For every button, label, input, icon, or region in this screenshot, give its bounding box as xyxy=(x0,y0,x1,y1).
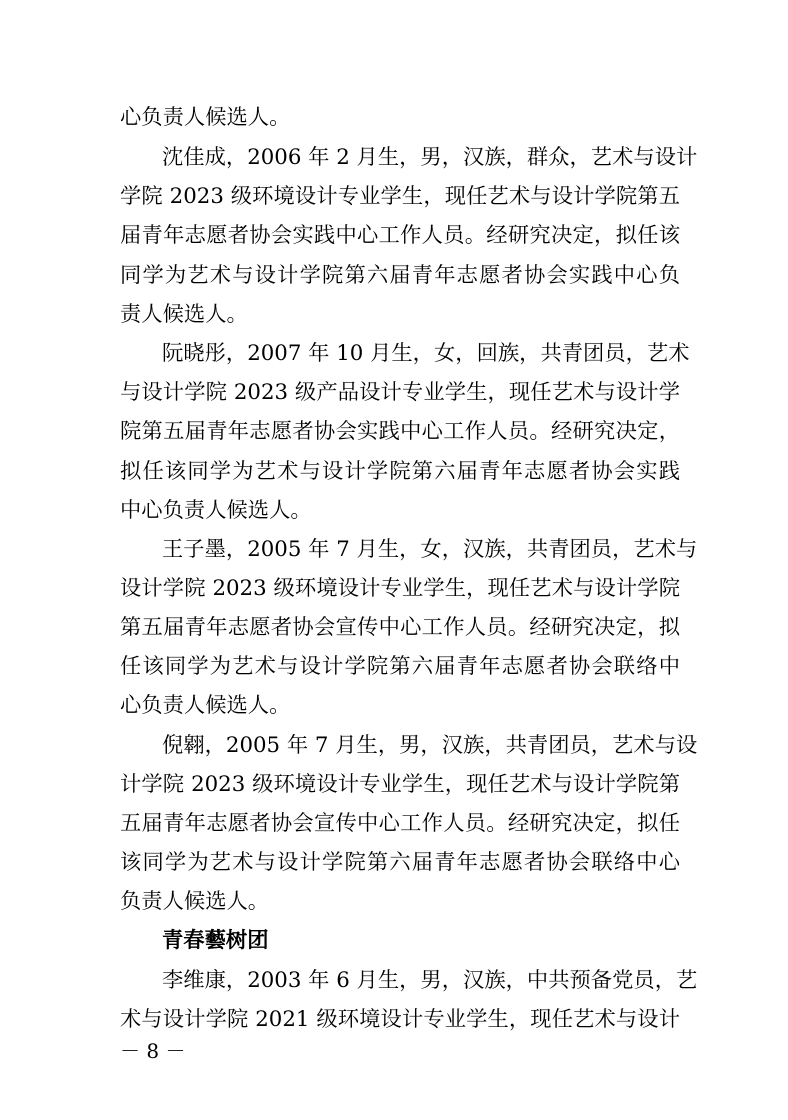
paragraph-line: 院第五届青年志愿者协会实践中心工作人员。经研究决定， xyxy=(120,419,680,444)
paragraph-line: 同学为艺术与设计学院第六届青年志愿者协会实践中心负 xyxy=(120,263,680,288)
paragraph-line: 中心负责人候选人。 xyxy=(120,498,312,523)
paragraph-line: 届青年志愿者协会实践中心工作人员。经研究决定，拟任该 xyxy=(120,223,680,248)
paragraph-line: 计学院 2023 级环境设计专业学生，现任艺术与设计学院第 xyxy=(120,772,680,797)
paragraph-line: 沈佳成，2006 年 2 月生，男，汉族，群众，艺术与设计 xyxy=(162,145,698,170)
paragraph-line: 负责人候选人。 xyxy=(120,889,270,914)
paragraph-line: 倪翱，2005 年 7 月生，男，汉族，共青团员，艺术与设 xyxy=(162,733,698,758)
paragraph-line: 拟任该同学为艺术与设计学院第六届青年志愿者协会实践 xyxy=(120,459,680,484)
page-number: － 8 － xyxy=(120,1039,186,1063)
paragraph-line: 五届青年志愿者协会宣传中心工作人员。经研究决定，拟任 xyxy=(120,811,680,836)
paragraph-line: 与设计学院 2023 级产品设计专业学生，现任艺术与设计学 xyxy=(120,380,680,405)
paragraph-line: 心负责人候选人。 xyxy=(120,105,291,130)
paragraph-line: 王子墨，2005 年 7 月生，女，汉族，共青团员，艺术与 xyxy=(162,537,698,562)
section-heading: 青春藝树团 xyxy=(162,928,269,953)
paragraph-line: 第五届青年志愿者协会宣传中心工作人员。经研究决定，拟 xyxy=(120,615,680,640)
paragraph-line: 责人候选人。 xyxy=(120,302,248,327)
paragraph-line: 该同学为艺术与设计学院第六届青年志愿者协会联络中心 xyxy=(120,850,680,875)
paragraph-line: 心负责人候选人。 xyxy=(120,693,291,718)
paragraph-line: 术与设计学院 2021 级环境设计专业学生，现任艺术与设计 xyxy=(120,1007,680,1032)
paragraph-line: 李维康，2003 年 6 月生，男，汉族，中共预备党员，艺 xyxy=(162,968,698,993)
paragraph-line: 设计学院 2023 级环境设计专业学生，现任艺术与设计学院 xyxy=(120,576,680,601)
paragraph-line: 学院 2023 级环境设计专业学生，现任艺术与设计学院第五 xyxy=(120,184,680,209)
paragraph-line: 任该同学为艺术与设计学院第六届青年志愿者协会联络中 xyxy=(120,654,680,679)
paragraph-line: 阮晓彤，2007 年 10 月生，女，回族，共青团员，艺术 xyxy=(162,341,690,366)
